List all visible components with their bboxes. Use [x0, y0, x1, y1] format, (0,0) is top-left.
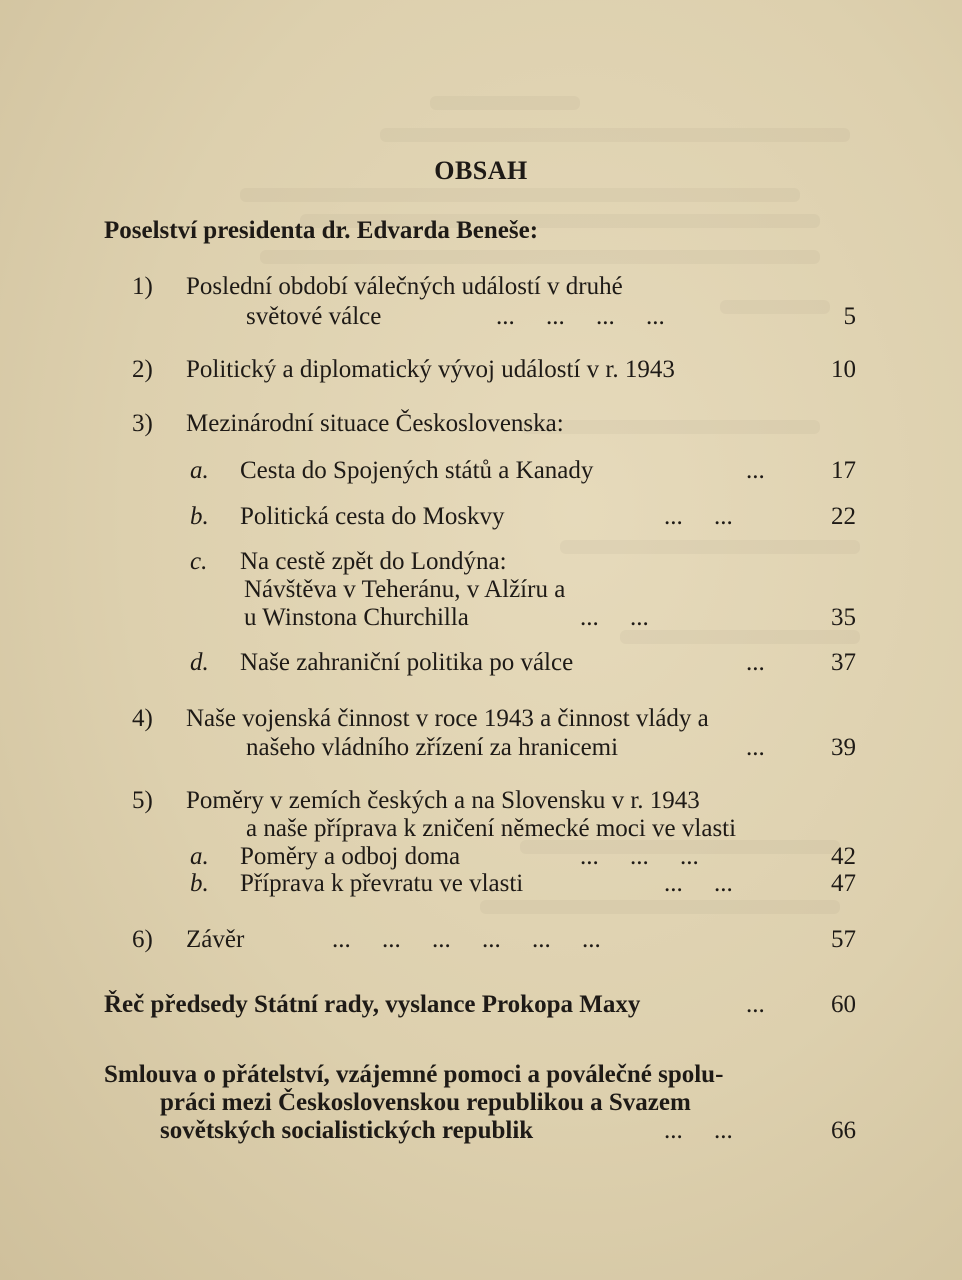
toc-entry-text: Naše vojenská činnost v roce 1943 a činnost vlády a: [186, 705, 709, 732]
dot-leader: ... ... ...: [580, 843, 699, 870]
toc-entry-text: světové válce: [246, 303, 382, 330]
sub-letter: a.: [190, 457, 209, 484]
toc-entry-text: Závěr: [186, 926, 245, 953]
dot-leader: ... ... ... ... ... ...: [332, 926, 601, 953]
sub-letter: a.: [190, 843, 209, 870]
sub-letter: b.: [190, 870, 209, 897]
toc-entry-text: Cesta do Spojených států a Kanady: [240, 457, 594, 484]
toc-entry-text: Návštěva v Teheránu, v Alžíru a: [244, 576, 566, 603]
toc-entry-text: u Winstona Churchilla: [244, 604, 469, 631]
sub-letter: c.: [190, 548, 208, 575]
item-number: 1): [132, 273, 153, 300]
dot-leader: ... ...: [664, 503, 733, 530]
toc-entry-text: Příprava k převratu ve vlasti: [240, 870, 524, 897]
item-number: 5): [132, 787, 153, 814]
section-title-treaty: sovětských socialistických republik: [160, 1117, 534, 1144]
toc-entry-text: Poměry a odboj doma: [240, 843, 461, 870]
section-title-treaty: práci mezi Československou republikou a Svazem: [160, 1089, 691, 1116]
dot-leader: ...: [746, 457, 765, 484]
item-number: 6): [132, 926, 153, 953]
section-title-treaty: Smlouva o přátelství, vzájemné pomoci a poválečné spolu-: [104, 1061, 724, 1088]
page-number: 39: [831, 734, 856, 761]
toc-entry-text: Poměry v zemích českých a na Slovensku v r. 1943: [186, 787, 700, 814]
page-number: 37: [831, 649, 856, 676]
section-title-benes: Poselství presidenta dr. Edvarda Beneše:: [104, 217, 539, 244]
dot-leader: ...: [746, 734, 765, 761]
item-number: 4): [132, 705, 153, 732]
toc-entry-text: Poslední období válečných událostí v druhé: [186, 273, 623, 300]
toc-entry-text: Naše zahraniční politika po válce: [240, 649, 574, 676]
section-title-maxa: Řeč předsedy Státní rady, vyslance Prokopa Maxy: [104, 991, 641, 1018]
toc-entry-text: našeho vládního zřízení za hranicemi: [246, 734, 619, 761]
page-number: 22: [831, 503, 856, 530]
dot-leader: ...: [746, 649, 765, 676]
page-number: 10: [831, 356, 856, 383]
page-number: 5: [843, 303, 856, 330]
dot-leader: ... ... ... ...: [496, 303, 665, 330]
page-number: 60: [831, 991, 856, 1018]
dot-leader: ...: [746, 991, 765, 1018]
page-number: 47: [831, 870, 856, 897]
dot-leader: ... ...: [580, 604, 649, 631]
page-number: 17: [831, 457, 856, 484]
sub-letter: b.: [190, 503, 209, 530]
dot-leader: ... ...: [664, 870, 733, 897]
item-number: 2): [132, 356, 153, 383]
item-number: 3): [132, 410, 153, 437]
toc-entry-text: a naše příprava k zničení německé moci ve vlasti: [246, 815, 737, 842]
page-number: 66: [831, 1117, 856, 1144]
page-number: 35: [831, 604, 856, 631]
page-number: 42: [831, 843, 856, 870]
toc-entry-text: Mezinárodní situace Československa:: [186, 410, 564, 437]
toc-entry-text: Politická cesta do Moskvy: [240, 503, 505, 530]
dot-leader: ... ...: [664, 1117, 733, 1144]
toc-entry-text: Na cestě zpět do Londýna:: [240, 548, 507, 575]
page-title: OBSAH: [434, 156, 528, 185]
page-number: 57: [831, 926, 856, 953]
toc-entry-text: Politický a diplomatický vývoj událostí v r. 1943: [186, 356, 675, 383]
sub-letter: d.: [190, 649, 209, 676]
